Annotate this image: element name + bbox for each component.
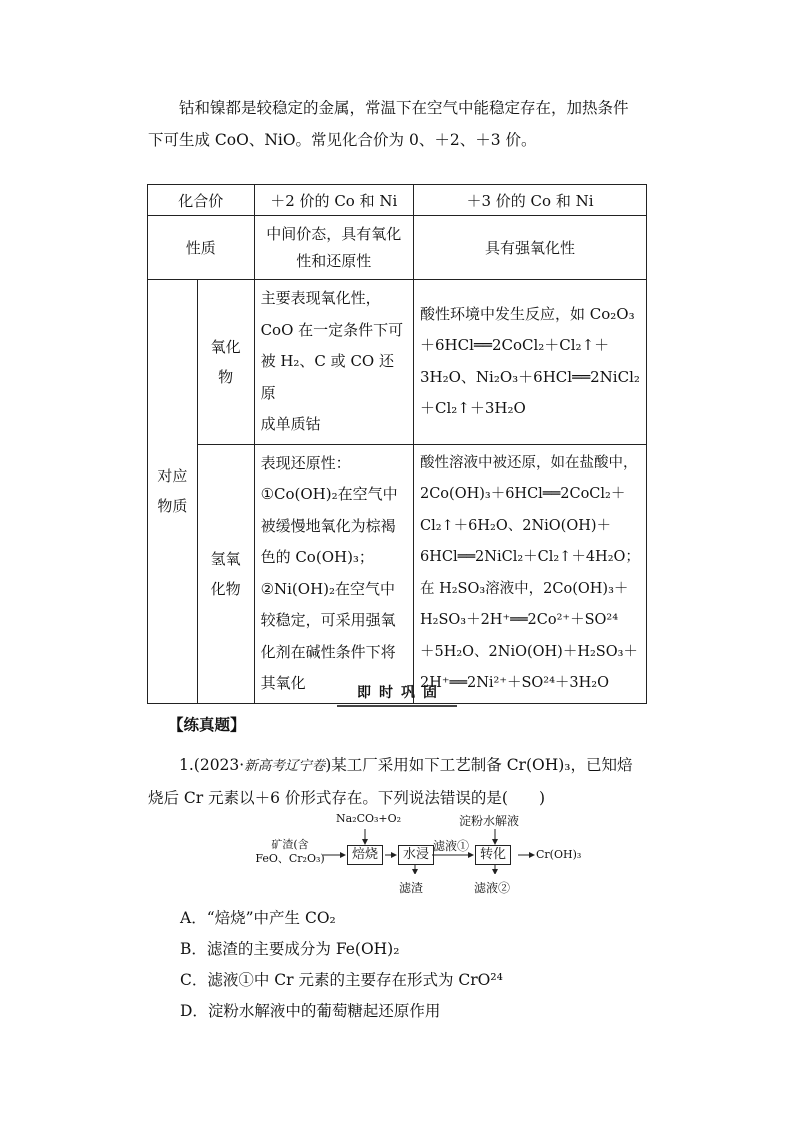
text-line: 其氧化 [260,674,306,692]
text-line: 色的 Co(OH)₃； [260,548,374,566]
text-line: ①Co(OH)₂在空气中 [260,485,398,503]
cell-hydroxide-plus2 [254,444,413,703]
header-plus2: ＋2 价的 Co 和 Ni [254,185,413,216]
question-number: 1.(2023· [179,756,245,774]
step-convert: 转化 [475,845,511,865]
text-line: H₂SO₃＋2H⁺══2Co²⁺＋SO²⁴ [419,612,619,628]
question-line-1 [148,749,648,782]
filtrate1-label: 滤液① [433,839,470,853]
question-1 [148,749,648,814]
text-line: 3H₂O、Ni₂O₃＋6HCl══2NiCl₂ [419,367,640,386]
text-line: 2H⁺══2Ni²⁺＋SO²⁴＋3H₂O [419,675,610,691]
text-line: 物质 [157,497,188,516]
text-line: 在 H₂SO₃溶液中，2Co(OH)₃＋ [419,580,629,597]
header-plus3: ＋3 价的 Co 和 Ni [413,185,646,216]
text-line: 被 H₂、C 或 CO 还原 [260,352,394,402]
text-line: 较稳定，可采用强氧 [260,611,396,629]
row-label-hydroxide [197,444,254,703]
text-line: 氧化 [210,337,241,356]
product-label: Cr(OH)₃ [536,848,582,861]
cell-oxide-plus3 [413,280,646,445]
option-d: D．淀粉水解液中的葡萄糖起还原作用 [180,1002,441,1020]
option-b: B．滤渣的主要成分为 Fe(OH)₂ [180,940,400,958]
cell-property-plus3: 具有强氧化性 [413,216,646,280]
cell-hydroxide-plus3 [413,444,646,703]
step-roast: 焙烧 [347,845,383,865]
text-line: 中间价态，具有氧化 [266,224,402,243]
text-line: 氢氧 [210,549,241,568]
section-title [0,682,794,707]
question-line-2: 烧后 Cr 元素以＋6 价形式存在。下列说法错误的是( ) [148,789,546,807]
text-line: FeO、Cr₂O₃) [255,852,325,865]
text-line: ＋Cl₂↑＋3H₂O [419,399,526,418]
text-line: 酸性环境中发生反应，如 Co₂O₃ [419,304,635,323]
text-line: 主要表现氧化性， [260,289,381,307]
text-line: 化剂在碱性条件下将 [260,642,396,661]
header-valence: 化合价 [148,185,255,216]
intro-line-1: 钴和镍都是较稳定的金属，常温下在空气中能稳定存在，加热条件 [179,99,629,117]
option-a: A．“焙烧”中产生 CO₂ [180,909,336,927]
row-label-property: 性质 [148,216,255,280]
text-line: 化物 [210,579,241,598]
intro-line-2: 下可生成 CoO、NiO。常见化合价为 0、＋2、＋3 价。 [148,131,537,149]
question-text: )某工厂采用如下工艺制备 Cr(OH)₃，已知焙 [325,756,633,774]
text-line: Cl₂↑＋6H₂O、2NiO(OH)＋ [419,517,612,534]
text-line: 被缓慢地氧化为棕褐 [260,516,396,535]
text-line: 6HCl══2NiCl₂＋Cl₂↑＋4H₂O； [419,549,640,565]
group-label-compounds [148,280,198,704]
practice-label: 【练真题】 [168,715,246,734]
text-line: ＋5H₂O、2NiO(OH)＋H₂SO₃＋ [419,643,638,660]
cell-oxide-plus2 [254,280,413,445]
text-line: 物 [218,367,234,386]
filtrate2-label: 滤液② [474,881,511,895]
section-title-text: 即时巩固 [337,682,457,707]
question-source: 新高考辽宁卷 [244,758,326,774]
properties-table [147,184,647,704]
row-label-oxide [197,280,254,445]
step-water-leach: 水浸 [398,845,434,865]
text-line: CoO 在一定条件下可 [260,320,404,339]
process-flow-diagram [255,812,582,874]
text-line: ②Ni(OH)₂在空气中 [260,579,396,598]
text-line: 成单质钴 [260,415,321,433]
text-line: 对应 [157,467,188,486]
ore-label [255,838,325,866]
residue-label: 滤渣 [399,881,424,895]
cell-property-plus2 [254,216,413,280]
starch-label: 淀粉水解液 [459,814,520,828]
text-line: ＋6HCl══2CoCl₂＋Cl₂↑＋ [419,336,610,355]
text-line: 表现还原性： [260,453,351,472]
option-c: C．滤液①中 Cr 元素的主要存在形式为 CrO²⁴ [180,971,503,989]
reagent-label: Na₂CO₃+O₂ [336,812,402,825]
text-line: 2Co(OH)₃＋6HCl══2CoCl₂＋ [419,486,626,502]
text-line: 性和还原性 [296,251,372,270]
text-line: 矿渣(含 [271,838,309,851]
text-line: 酸性溶液中被还原，如在盐酸中， [419,454,638,471]
